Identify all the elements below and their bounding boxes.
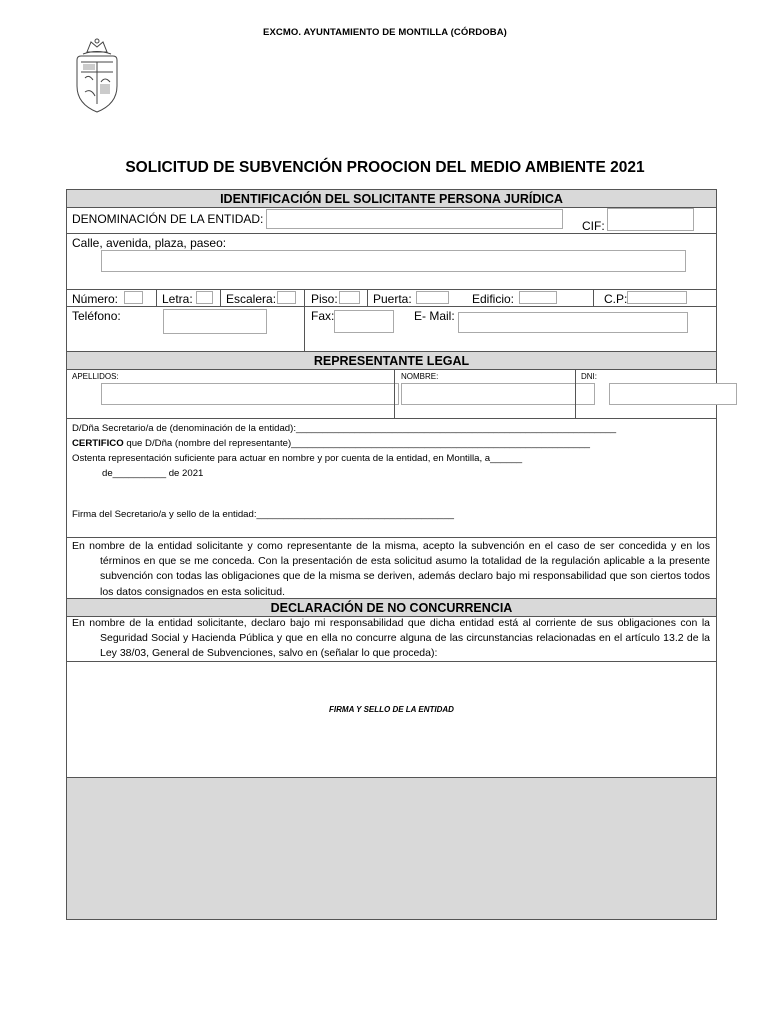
escalera-field[interactable] bbox=[277, 291, 296, 304]
coat-of-arms-icon bbox=[73, 38, 121, 116]
edificio-label: Edificio: bbox=[472, 292, 515, 306]
section-heading-non-concurrence: DECLARACIÓN DE NO CONCURRENCIA bbox=[66, 598, 717, 617]
entity-name-label: DENOMINACIÓN DE LA ENTIDAD: bbox=[72, 212, 264, 226]
letra-label: Letra: bbox=[162, 292, 193, 306]
escalera-label: Escalera: bbox=[226, 292, 277, 306]
numero-label: Número: bbox=[72, 292, 119, 306]
street-label: Calle, avenida, plaza, paseo: bbox=[72, 236, 227, 250]
acceptance-text: En nombre de la entidad solicitante y como representante de la misma, acepto la subvención en el caso de ser concedida y en los términos en que se me conceda. Con la presentación de esta solicitud asumo la totalidad de la regulación aplicable a la presente subvención con todas las obligaciones que de la misma se deriven, además declaro bajo mi responsabilidad que son ciertos todos los datos consignados en esta solicitud. bbox=[72, 540, 710, 598]
piso-field[interactable] bbox=[339, 291, 360, 304]
signature-stamp-area[interactable] bbox=[67, 778, 716, 919]
telefono-field[interactable] bbox=[163, 309, 267, 334]
email-field[interactable] bbox=[458, 312, 688, 333]
document-title: SOLICITUD DE SUBVENCIÓN PROOCION DEL MEDIO AMBIENTE 2021 bbox=[125, 159, 645, 176]
date-line: de__________ de 2021 bbox=[102, 468, 204, 479]
puerta-label: Puerta: bbox=[373, 292, 412, 306]
edificio-field[interactable] bbox=[519, 291, 557, 304]
piso-label: Piso: bbox=[311, 292, 338, 306]
organization-header: EXCMO. AYUNTAMIENTO DE MONTILLA (CÓRDOBA) bbox=[263, 27, 507, 38]
fax-label: Fax: bbox=[311, 309, 335, 323]
cp-label: C.P: bbox=[604, 292, 628, 306]
apellidos-field[interactable] bbox=[101, 383, 399, 405]
certify-rest: que D/Dña (nombre del representante)________________________________________________________ bbox=[123, 438, 590, 449]
fax-field[interactable] bbox=[334, 310, 394, 333]
nombre-label: NOMBRE: bbox=[401, 372, 439, 381]
representation-line: Ostenta representación suficiente para actuar en nombre y por cuenta de la entidad, en Montilla, a______ bbox=[72, 453, 523, 464]
section-heading-legal-representative: REPRESENTANTE LEGAL bbox=[66, 351, 717, 370]
certify-word: CERTIFICO bbox=[72, 438, 124, 449]
nombre-field[interactable] bbox=[401, 383, 595, 405]
secretary-signature-line: Firma del Secretario/a y sello de la entidad:_____________________________________ bbox=[72, 509, 454, 520]
signature-caption: FIRMA Y SELLO DE LA ENTIDAD bbox=[329, 705, 454, 714]
section-heading-identification: IDENTIFICACIÓN DEL SOLICITANTE PERSONA JURÍDICA bbox=[66, 189, 717, 208]
cif-label: CIF: bbox=[582, 219, 605, 233]
apellidos-label: APELLIDOS: bbox=[72, 372, 119, 381]
email-label: E- Mail: bbox=[414, 309, 455, 323]
entity-name-field[interactable] bbox=[266, 209, 563, 229]
numero-field[interactable] bbox=[124, 291, 143, 304]
street-field[interactable] bbox=[101, 250, 686, 272]
letra-field[interactable] bbox=[196, 291, 213, 304]
secretary-line: D/Dña Secretario/a de (denominación de la entidad):____________________________________________________________ bbox=[72, 423, 617, 434]
dni-field[interactable] bbox=[609, 383, 737, 405]
certify-line bbox=[72, 436, 712, 451]
cif-field[interactable] bbox=[607, 208, 694, 231]
puerta-field[interactable] bbox=[416, 291, 449, 304]
telefono-label: Teléfono: bbox=[72, 309, 121, 323]
dni-label: DNI: bbox=[581, 372, 597, 381]
declaration-text: En nombre de la entidad solicitante, declaro bajo mi responsabilidad que dicha entidad está al corriente de sus obligaciones con la Seguridad Social y Hacienda Pública y que en ella no concurre alguna de las circunstancias relacionadas en el artículo 13.2 de la Ley 38/03, General de Subvenciones, salvo en (señalar lo que proceda): bbox=[72, 617, 710, 660]
cp-field[interactable] bbox=[627, 291, 687, 304]
